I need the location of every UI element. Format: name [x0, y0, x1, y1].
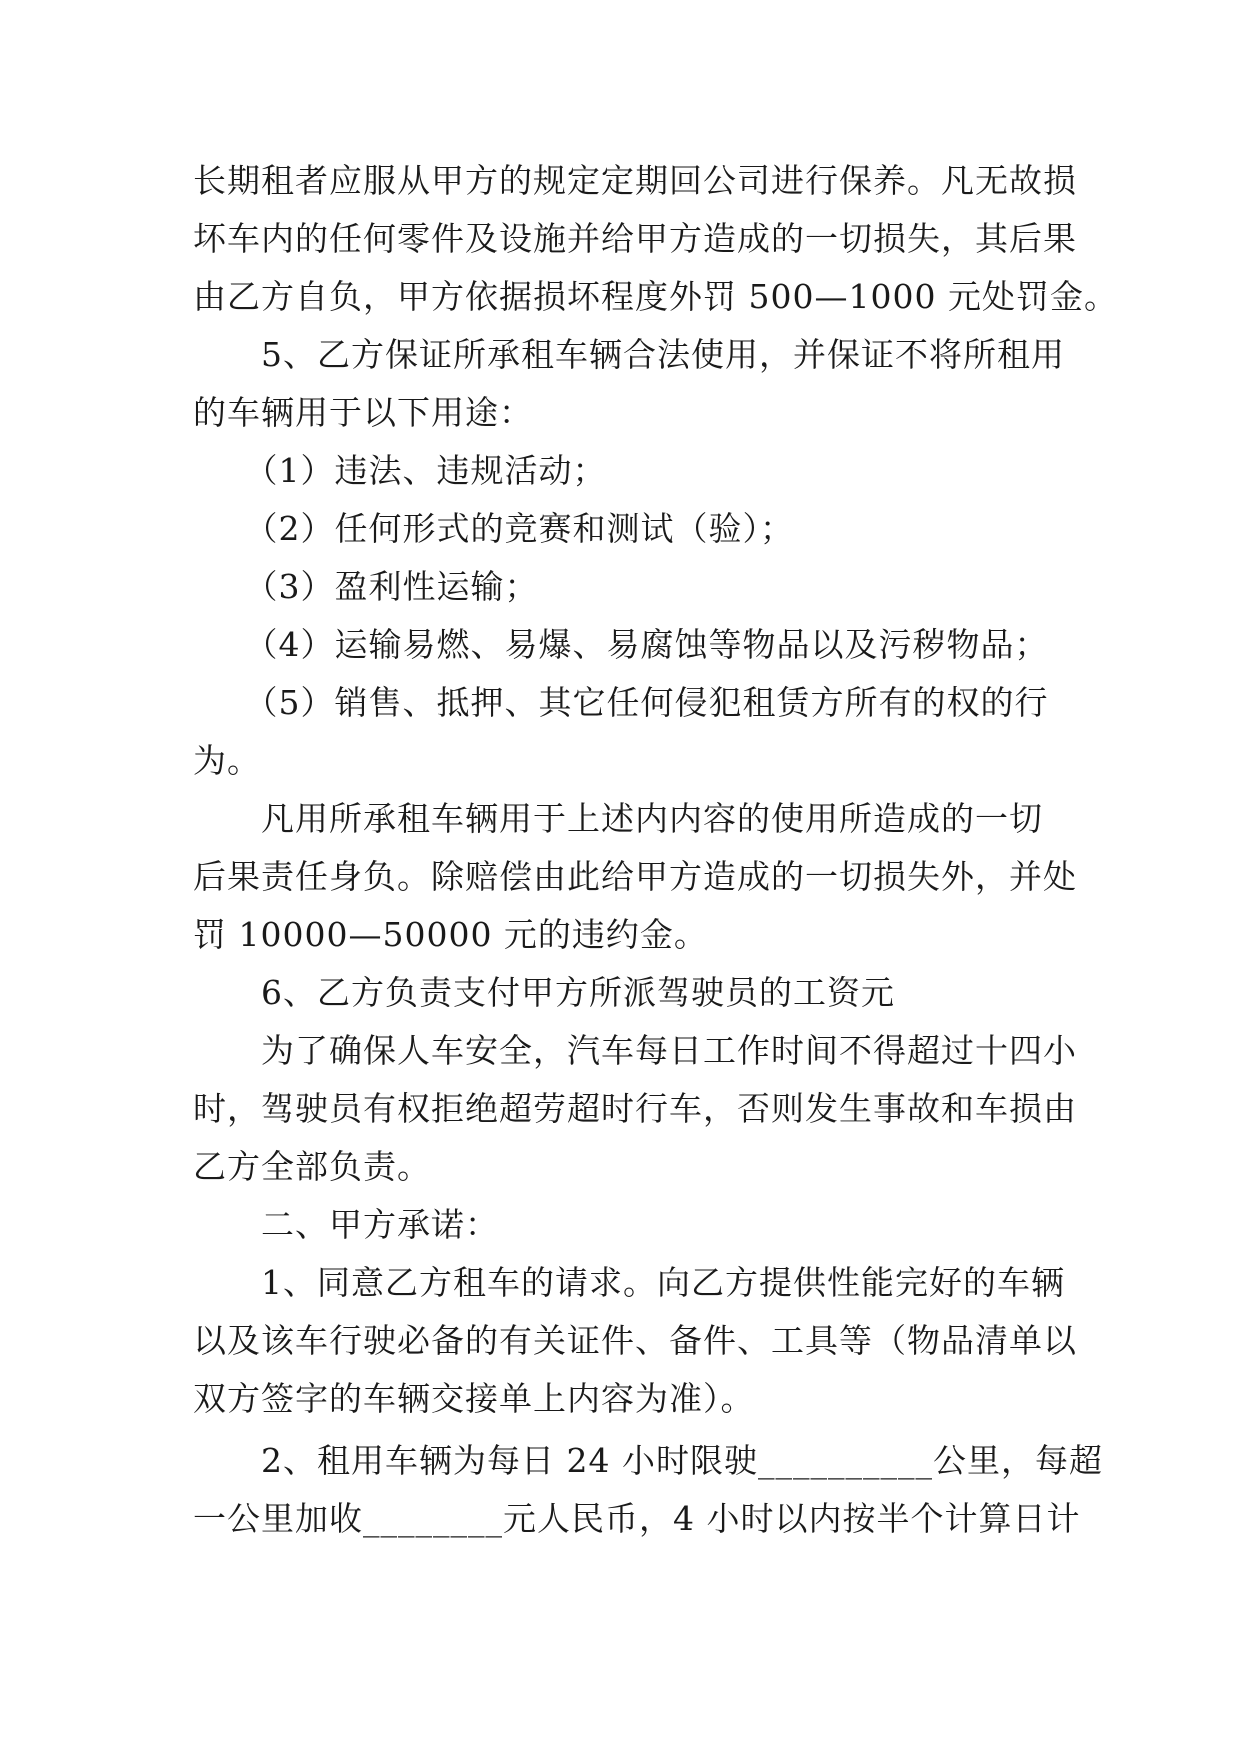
text-line: 为。 — [193, 741, 261, 780]
text-line: 时，驾驶员有权拒绝超劳超时行车，否则发生事故和车损由 — [193, 1089, 1077, 1128]
text-line: 乙方全部负责。 — [193, 1147, 431, 1186]
text-line: （3）盈利性运输； — [193, 567, 539, 606]
section-heading: 二、甲方承诺： — [193, 1205, 499, 1244]
text-line: （5）销售、抵押、其它任何侵犯租赁方所有的权的行 — [193, 683, 1049, 722]
text-line: 6、乙方负责支付甲方所派驾驶员的工资元 — [193, 973, 895, 1012]
text-line: 坏车内的任何零件及设施并给甲方造成的一切损失，其后果 — [193, 219, 1077, 258]
text-line: 的车辆用于以下用途： — [193, 393, 533, 432]
text-line: （4）运输易燃、易爆、易腐蚀等物品以及污秽物品； — [193, 625, 1049, 664]
text-line: 5、乙方保证所承租车辆合法使用，并保证不将所租用 — [193, 335, 1065, 374]
text-line: 一公里加收________元人民币，4 小时以内按半个计算日计 — [193, 1499, 1081, 1538]
text-line: 2、租用车辆为每日 24 小时限驶__________公里，每超 — [193, 1441, 1103, 1480]
text-line: 后果责任身负。除赔偿由此给甲方造成的一切损失外，并处 — [193, 857, 1077, 896]
text-line: 罚 10000—50000 元的违约金。 — [193, 915, 708, 954]
text-line: （2）任何形式的竞赛和测试（验）； — [193, 509, 794, 548]
text-line: 由乙方自负，甲方依据损坏程度外罚 500—1000 元处罚金。 — [193, 277, 1118, 316]
text-line: 以及该车行驶必备的有关证件、备件、工具等（物品清单以 — [193, 1321, 1077, 1360]
document-body — [193, 152, 1118, 1548]
text-line: 长期租者应服从甲方的规定定期回公司进行保养。凡无故损 — [193, 161, 1077, 200]
text-line: （1）违法、违规活动； — [193, 451, 607, 490]
text-line: 双方签字的车辆交接单上内容为准）。 — [193, 1379, 755, 1418]
text-line: 凡用所承租车辆用于上述内内容的使用所造成的一切 — [193, 799, 1043, 838]
text-line: 为了确保人车安全，汽车每日工作时间不得超过十四小 — [193, 1031, 1077, 1070]
text-line: 1、同意乙方租车的请求。向乙方提供性能完好的车辆 — [193, 1263, 1065, 1302]
